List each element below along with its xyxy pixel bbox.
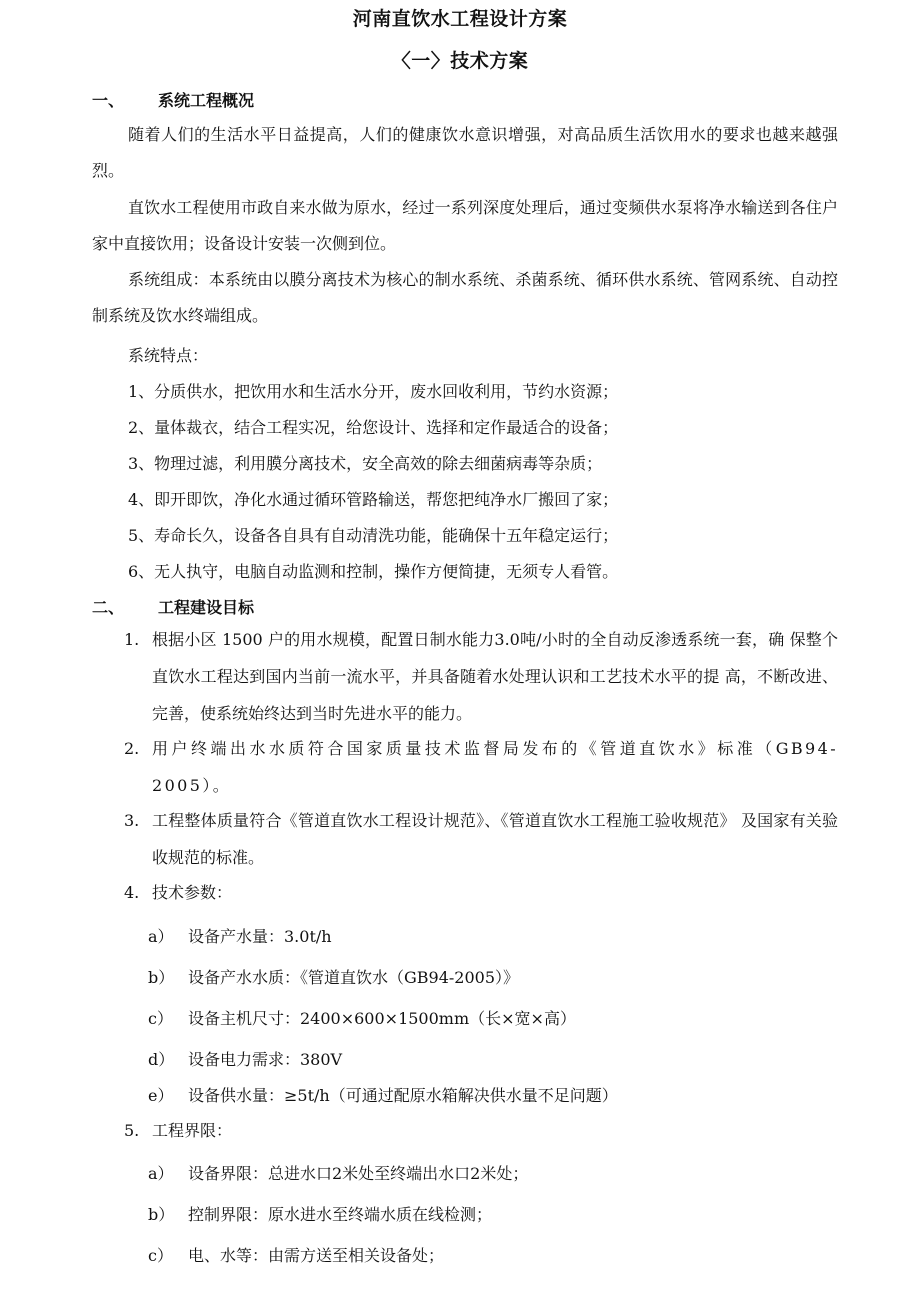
goal-item xyxy=(124,802,838,876)
tech-param-text: 设备电力需求：380V xyxy=(188,1050,343,1069)
goal-number: 1. xyxy=(124,630,140,649)
tech-param-letter: c） xyxy=(148,1009,173,1028)
section-title: 工程建设目标 xyxy=(158,598,255,617)
feature-item: 3、物理过滤，利用膜分离技术，安全高效的除去细菌病毒等杂质； xyxy=(128,454,603,473)
tech-param-item xyxy=(148,965,519,988)
tech-param-text: 设备主机尺寸：2400×600×1500mm（长×宽×高） xyxy=(188,1009,576,1028)
boundary-text: 电、水等：由需方送至相关设备处； xyxy=(188,1246,445,1265)
goal-item xyxy=(124,874,838,911)
feature-item: 4、即开即饮，净化水通过循环管路输送，帮您把纯净水厂搬回了家； xyxy=(128,490,619,509)
boundary-item xyxy=(148,1161,528,1184)
goal-text: 工程界限： xyxy=(152,1121,233,1140)
document-subtitle: 〈一〉技术方案 xyxy=(391,50,529,72)
section-number: 一、 xyxy=(92,91,125,110)
tech-param-text: 设备产水量：3.0t/h xyxy=(188,927,332,946)
feature-item: 5、寿命长久，设备各自具有自动清洗功能，能确保十五年稳定运行； xyxy=(128,526,619,545)
tech-param-letter: a） xyxy=(148,927,174,946)
tech-param-item xyxy=(148,1047,342,1070)
tech-param-item xyxy=(148,1006,576,1029)
goal-text: 根据小区 1500 户的用水规模，配置日制水能力3.0吨/小时的全自动反渗透系统一套，确 保整个直饮水工程达到国内当前一流水平，并具备随着水处理认识和工艺技术水平的提 高，不断改进、完善，使系统始终达到当时先进水平的能力。 xyxy=(152,630,838,723)
section-title: 系统工程概况 xyxy=(158,91,255,110)
boundary-item xyxy=(148,1243,444,1266)
paragraph-composition: 系统组成：本系统由以膜分离技术为核心的制水系统、杀菌系统、循环供水系统、管网系统、自动控制系统及饮水终端组成。 xyxy=(92,270,838,325)
boundary-letter: c） xyxy=(148,1246,173,1265)
section-heading-goals xyxy=(92,595,254,618)
tech-param-text: 设备供水量：≥5t/h（可通过配原水箱解决供水量不足问题） xyxy=(188,1086,618,1105)
boundary-text: 控制界限：原水进水至终端水质在线检测； xyxy=(188,1205,493,1224)
goal-item xyxy=(124,1112,838,1149)
tech-param-text: 设备产水水质：《管道直饮水（GB94-2005）》 xyxy=(188,968,520,987)
goal-item xyxy=(124,730,838,804)
boundary-letter: a） xyxy=(148,1164,174,1183)
tech-param-item xyxy=(148,924,332,947)
goal-number: 3. xyxy=(124,811,140,830)
goal-text: 工程整体质量符合《管道直饮水工程设计规范》、《管道直饮水工程施工验收规范》 及国家有关验收规范的标准。 xyxy=(152,811,838,867)
section-number: 二、 xyxy=(92,598,125,617)
boundary-item xyxy=(148,1202,492,1225)
document-title: 河南直饮水工程设计方案 xyxy=(352,8,568,30)
features-label: 系统特点： xyxy=(128,346,209,365)
paragraph-description: 直饮水工程使用市政自来水做为原水，经过一系列深度处理后，通过变频供水泵将净水输送到各住户家中直接饮用；设备设计安装一次侧到位。 xyxy=(92,198,838,253)
tech-param-letter: b） xyxy=(148,968,175,987)
goal-text: 技术参数： xyxy=(152,883,233,902)
feature-item: 1、分质供水，把饮用水和生活水分开，废水回收利用，节约水资源； xyxy=(128,382,619,401)
feature-item: 6、无人执守，电脑自动监测和控制，操作方便简捷，无须专人看管。 xyxy=(128,562,619,581)
tech-param-letter: d） xyxy=(148,1050,175,1069)
tech-param-item xyxy=(148,1083,618,1106)
tech-param-letter: e） xyxy=(148,1086,174,1105)
feature-item: 2、量体裁衣，结合工程实况，给您设计、选择和定作最适合的设备； xyxy=(128,418,619,437)
goal-item xyxy=(124,621,838,732)
section-heading-overview xyxy=(92,88,254,111)
paragraph-intro: 随着人们的生活水平日益提高，人们的健康饮水意识增强，对高品质生活饮用水的要求也越来越强烈。 xyxy=(92,125,838,180)
goal-number: 4. xyxy=(124,883,140,902)
boundary-text: 设备界限：总进水口2米处至终端出水口2米处； xyxy=(188,1164,529,1183)
goal-text: 用户终端出水水质符合国家质量技术监督局发布的《管道直饮水》标准（GB94-2005）。 xyxy=(152,739,838,795)
goal-number: 5. xyxy=(124,1121,140,1140)
goal-number: 2. xyxy=(124,739,140,758)
boundary-letter: b） xyxy=(148,1205,175,1224)
